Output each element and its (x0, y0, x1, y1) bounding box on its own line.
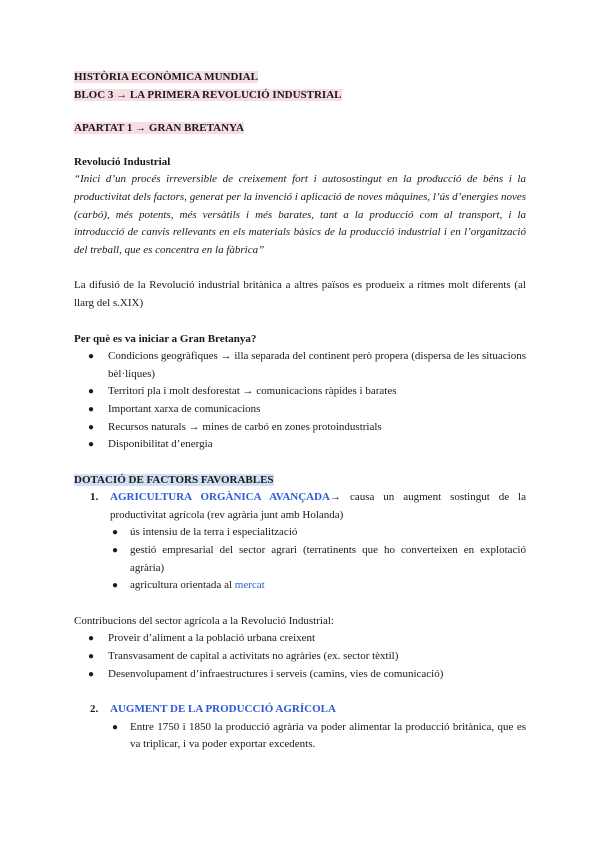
bloc-title: BLOC 3 → LA PRIMERA REVOLUCIÓ INDUSTRIAL (74, 88, 342, 101)
contribucions-list (74, 630, 526, 683)
dotacio-list-2 (74, 701, 526, 754)
list-item: ● Recursos naturals → mines de carbó en zones protoindustrials (74, 419, 526, 437)
dotacio-item-2: 2. AUGMENT DE LA PRODUCCIÓ AGRÍCOLA ● Entre 1750 i 1850 la producció agrària va poder alimentar la producció britànica, que es va triplicar, i va poder exportar excedents. (74, 701, 526, 754)
bullet-icon: ● (88, 651, 95, 663)
mercat-link[interactable]: mercat (234, 579, 265, 592)
bullet-icon: ● (112, 545, 119, 557)
list-item: ● Important xarxa de comunicacions (74, 401, 526, 419)
definition-quote: “Inici d’un procés irreversible de creixement fort i autosostingut en la producció de béns i la productivitat dels factors, generat per la invenció i aplicació de noves màquines, l’ús d’energies noves (carbó), més potents, més versàtils i més barates, tant a la producció com al transport, i la introducció de canvis rellevants en els materials bàsics de la producció industrial i en l’organització del treball, que es concentra en la fàbrica” (74, 173, 526, 256)
perque-heading: Per què es va iniciar a Gran Bretanya? (74, 332, 257, 345)
list-item: ● agricultura orientada al mercat (110, 577, 526, 595)
list-item: ● Condicions geogràfiques → illa separada del continent però propera (dispersa de les situacions bèl·liques) (88, 350, 526, 380)
list-item: ● gestió empresarial del sector agrari (terratinents que ho converteixen en explotació agrària) (112, 544, 526, 574)
course-title: HISTÒRIA ECONÒMICA MUNDIAL (74, 71, 258, 83)
augment-subitems (110, 719, 526, 754)
bullet-icon: ● (88, 386, 95, 398)
list-item: ● Desenvolupament d’infraestructures i serveis (camins, vies de comunicació) (74, 666, 526, 684)
list-item: ● Disponibilitat d’energia (74, 436, 526, 454)
bullet-icon: ● (112, 721, 119, 733)
list-item: ● Entre 1750 i 1850 la producció agrària va poder alimentar la producció britànica, que es va triplicar, i va poder exportar excedents. (112, 720, 526, 751)
list-item: ● Transvasament de capital a activitats no agràries (ex. sector tèxtil) (74, 648, 526, 666)
list-item: ● Territori pla i molt desforestat → comunicacions ràpides i barates (74, 383, 526, 401)
list-item: ● Proveir d’aliment a la població urbana creixent (74, 630, 526, 648)
bullet-icon: ● (88, 633, 95, 645)
arrow-icon: → (330, 491, 341, 504)
agricultura-subitems (110, 524, 526, 594)
document-content (74, 69, 526, 754)
bullet-icon: ● (88, 351, 95, 363)
contribucions-heading: Contribucions del sector agrícola a la Revolució Industrial: (74, 614, 334, 627)
perque-list (74, 348, 526, 454)
agricultura-title: AGRICULTURA ORGÀNICA AVANÇADA (110, 491, 330, 504)
augment-title: AUGMENT DE LA PRODUCCIÓ AGRÍCOLA (110, 703, 336, 716)
difusio-paragraph: La difusió de la Revolució industrial britànica a altres països es produeix a ritmes molt diferents (al llarg del s.XIX) (74, 279, 526, 309)
dotacio-heading: DOTACIÓ DE FACTORS FAVORABLES (74, 473, 274, 486)
bullet-icon: ● (88, 403, 95, 415)
bullet-icon: ● (112, 527, 119, 539)
list-item: ● ús intensiu de la terra i especialització (110, 524, 526, 542)
bullet-icon: ● (112, 580, 119, 592)
bullet-icon: ● (88, 668, 95, 680)
revolucio-heading: Revolució Industrial (74, 155, 171, 168)
bullet-icon: ● (88, 421, 95, 433)
dotacio-list (74, 489, 526, 595)
bullet-icon: ● (88, 439, 95, 451)
dotacio-item-1: 1. AGRICULTURA ORGÀNICA AVANÇADA→ causa un augment sostingut de la productivitat agrícola (rev agrària junt amb Holanda) ● ús intensiu de la terra i especialització ● gestió empresarial del sector agrari (terratinents que ho converteixen en explotació agrària) ● agricultura orientada al mercat (74, 489, 526, 595)
apartat-heading: APARTAT 1 → GRAN BRETANYA (74, 122, 244, 135)
